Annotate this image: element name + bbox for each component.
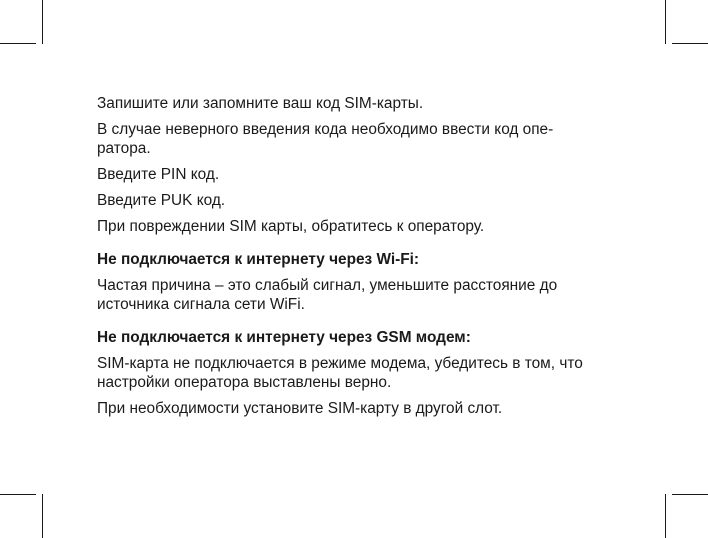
crop-mark-bottom-left-horizontal: [0, 494, 36, 495]
heading-gsm-modem: Не подключается к интернету через GSM модем:: [97, 329, 471, 346]
paragraph-enter-puk: Введите PUK код.: [97, 192, 226, 209]
crop-mark-top-left-vertical: [42, 0, 43, 44]
crop-mark-top-left-horizontal: [0, 43, 36, 44]
heading-wifi: Не подключается к интернету через Wi-Fi:: [97, 251, 420, 268]
paragraph-gsm-modem-check: SIM-карта не подключается в режиме модема, убедитесь в том, что настройки оператора выставлены верно.: [97, 355, 583, 391]
paragraph-wrong-code: [97, 120, 597, 158]
paragraph-wrong-code-line1: В случае неверного введения кода необходимо ввести код опе-: [97, 121, 554, 138]
document-body: [97, 94, 597, 425]
crop-mark-top-right-horizontal: [672, 43, 708, 44]
paragraph-wrong-code-line2: ратора.: [97, 140, 151, 157]
paragraph-write-down-code: Запишите или запомните ваш код SIM-карты.: [97, 95, 424, 112]
paragraph-wifi-reason: Частая причина – это слабый сигнал, уменьшите расстояние до источника сигнала сети WiFi.: [97, 277, 558, 313]
paragraph-damaged-sim: При повреждении SIM карты, обратитесь к оператору.: [97, 218, 485, 235]
crop-mark-bottom-right-vertical: [665, 494, 666, 538]
crop-mark-top-right-vertical: [665, 0, 666, 44]
paragraph-other-slot: При необходимости установите SIM-карту в другой слот.: [97, 400, 503, 417]
paragraph-enter-pin: Введите PIN код.: [97, 166, 220, 183]
crop-mark-bottom-right-horizontal: [672, 494, 708, 495]
crop-mark-bottom-left-vertical: [42, 494, 43, 538]
